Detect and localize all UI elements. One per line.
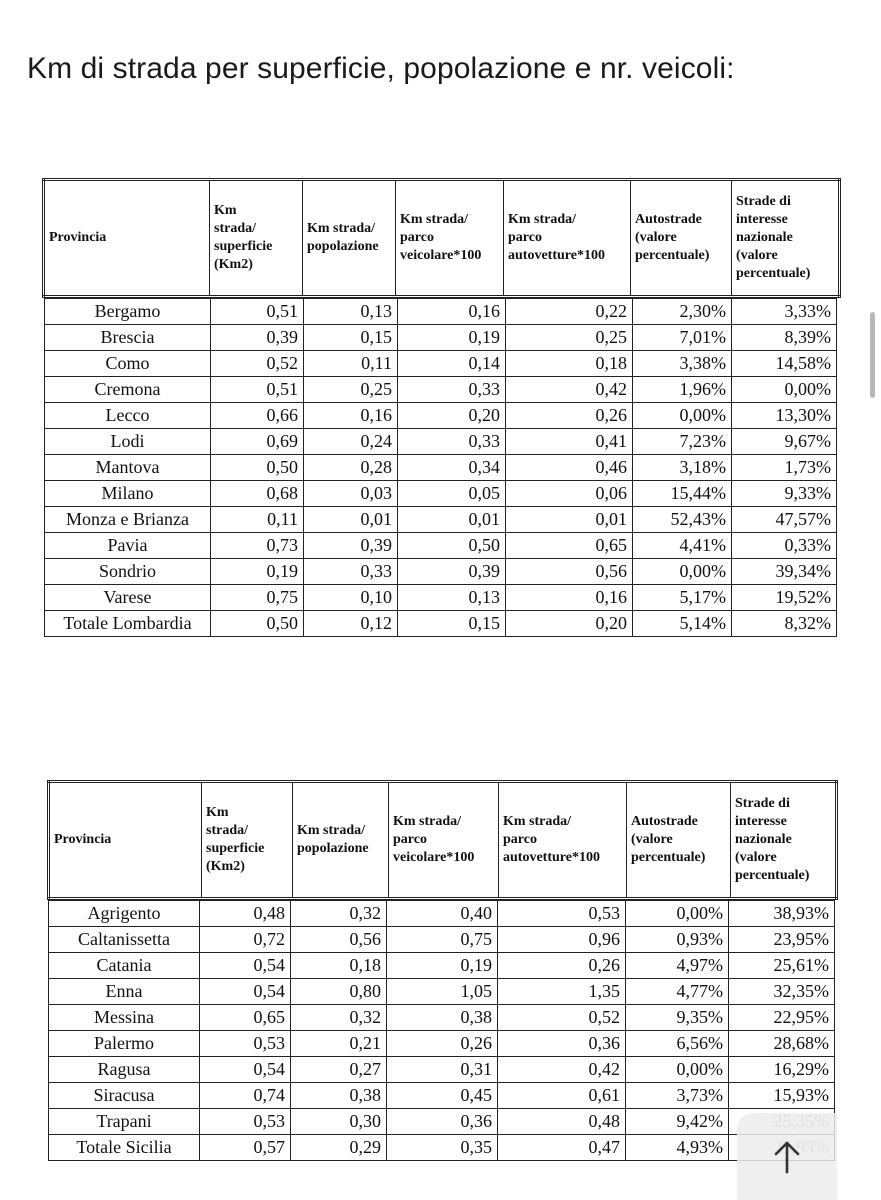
header-strade-nazionali: Strade di interesse nazionale (valore percentuale) [731,782,837,899]
provincia-cell: Pavia [45,533,211,559]
provincia-cell: Monza e Brianza [45,507,211,533]
value-cell: 0,80 [291,979,387,1005]
value-cell: 16,29% [729,1057,835,1083]
value-cell: 4,97% [626,953,729,979]
value-cell: 1,35 [498,979,626,1005]
value-cell: 8,39% [732,325,837,351]
value-cell: 0,26 [498,953,626,979]
table-row [49,1135,835,1161]
value-cell: 0,73 [211,533,304,559]
value-cell: 0,36 [498,1031,626,1057]
table-row [49,953,835,979]
value-cell: 0,20 [398,403,506,429]
table-row [45,351,837,377]
table-row [45,299,837,325]
value-cell: 0,57 [200,1135,291,1161]
provincia-cell: Enna [49,979,200,1005]
lombardia-table [44,298,837,637]
value-cell: 0,10 [304,585,398,611]
value-cell: 0,39 [398,559,506,585]
value-cell: 9,35% [626,1005,729,1031]
value-cell: 0,50 [211,611,304,637]
header-autostrade: Autostrade (valore percentuale) [627,782,731,899]
value-cell: 0,25 [506,325,633,351]
table-row [45,429,837,455]
value-cell: 0,61 [498,1083,626,1109]
value-cell: 1,73% [732,455,837,481]
value-cell: 9,33% [732,481,837,507]
header-km-superficie: Km strada/ superficie (Km2) [210,180,303,297]
value-cell: 0,00% [633,403,732,429]
table-row [45,611,837,637]
sicilia-table-header [47,780,838,900]
value-cell: 0,38 [291,1083,387,1109]
value-cell: 3,33% [732,299,837,325]
value-cell: 14,58% [732,351,837,377]
value-cell: 0,26 [387,1031,498,1057]
value-cell: 32,35% [729,979,835,1005]
table-row [45,325,837,351]
lombardia-table-header [42,178,841,298]
value-cell: 0,29 [291,1135,387,1161]
provincia-cell: Totale Sicilia [49,1135,200,1161]
provincia-cell: Como [45,351,211,377]
value-cell: 22,95% [729,1005,835,1031]
value-cell: 0,68 [211,481,304,507]
value-cell: 0,35 [387,1135,498,1161]
value-cell: 0,28 [304,455,398,481]
provincia-cell: Totale Lombardia [45,611,211,637]
value-cell: 0,69 [211,429,304,455]
value-cell: 0,01 [398,507,506,533]
value-cell: 4,77% [626,979,729,1005]
value-cell: 1,05 [387,979,498,1005]
value-cell: 39,34% [732,559,837,585]
provincia-cell: Lecco [45,403,211,429]
table-row [45,403,837,429]
value-cell: 0,56 [506,559,633,585]
table-row [49,1057,835,1083]
value-cell: 52,43% [633,507,732,533]
table-row [49,1109,835,1135]
value-cell: 0,46 [506,455,633,481]
value-cell: 0,39 [304,533,398,559]
value-cell: 0,50 [211,455,304,481]
value-cell: 0,15 [398,611,506,637]
value-cell: 2,30% [633,299,732,325]
table-row [45,455,837,481]
table-row [45,585,837,611]
value-cell: 0,54 [200,1057,291,1083]
arrow-up-icon [772,1140,802,1174]
value-cell: 0,33 [304,559,398,585]
value-cell: 0,05 [398,481,506,507]
value-cell: 0,19 [398,325,506,351]
provincia-cell: Palermo [49,1031,200,1057]
provincia-cell: Sondrio [45,559,211,585]
value-cell: 0,48 [498,1109,626,1135]
value-cell: 0,33 [398,377,506,403]
value-cell: 0,42 [506,377,633,403]
value-cell: 0,32 [291,1005,387,1031]
value-cell: 0,06 [506,481,633,507]
value-cell: 0,16 [398,299,506,325]
value-cell: 0,54 [200,979,291,1005]
table-row [45,481,837,507]
value-cell: 0,21 [291,1031,387,1057]
value-cell: 8,32% [732,611,837,637]
provincia-cell: Agrigento [49,901,200,927]
value-cell: 0,53 [200,1109,291,1135]
value-cell: 0,00% [626,901,729,927]
value-cell: 0,33 [398,429,506,455]
value-cell: 0,32 [291,901,387,927]
value-cell: 0,01 [506,507,633,533]
table-row [49,927,835,953]
vertical-scrollbar[interactable] [870,312,875,398]
value-cell: 0,01 [304,507,398,533]
value-cell: 0,41 [506,429,633,455]
value-cell: 0,11 [211,507,304,533]
value-cell: 0,15 [304,325,398,351]
value-cell: 0,19 [387,953,498,979]
value-cell: 0,16 [506,585,633,611]
value-cell: 5,14% [633,611,732,637]
header-km-veicolare: Km strada/ parco veicolare*100 [396,180,504,297]
value-cell: 0,16 [304,403,398,429]
value-cell: 0,12 [304,611,398,637]
header-km-veicolare: Km strada/ parco veicolare*100 [389,782,499,899]
value-cell: 4,93% [626,1135,729,1161]
table-row [49,979,835,1005]
value-cell: 0,39 [211,325,304,351]
page-title: Km di strada per superficie, popolazione e nr. veicoli: [27,52,735,85]
value-cell: 0,54 [200,953,291,979]
value-cell: 0,51 [211,377,304,403]
value-cell: 0,18 [291,953,387,979]
value-cell: 0,38 [387,1005,498,1031]
value-cell: 0,74 [200,1083,291,1109]
provincia-cell: Milano [45,481,211,507]
header-autostrade: Autostrade (valore percentuale) [631,180,732,297]
header-km-superficie: Km strada/ superficie (Km2) [202,782,293,899]
value-cell: 0,00% [626,1057,729,1083]
value-cell: 0,66 [211,403,304,429]
provincia-cell: Siracusa [49,1083,200,1109]
value-cell: 0,72 [200,927,291,953]
value-cell: 0,45 [387,1083,498,1109]
table-row [45,533,837,559]
value-cell: 19,52% [732,585,837,611]
value-cell: 5,17% [633,585,732,611]
value-cell: 23,95% [729,927,835,953]
value-cell: 25,61% [729,953,835,979]
value-cell: 9,42% [626,1109,729,1135]
value-cell: 0,48 [200,901,291,927]
table-row [45,507,837,533]
scroll-to-top-button[interactable] [737,1113,837,1200]
table-row [45,377,837,403]
value-cell: 0,93% [626,927,729,953]
provincia-cell: Messina [49,1005,200,1031]
value-cell: 0,00% [732,377,837,403]
value-cell: 3,73% [626,1083,729,1109]
value-cell: 9,67% [732,429,837,455]
value-cell: 0,51 [211,299,304,325]
provincia-cell: Bergamo [45,299,211,325]
value-cell: 0,52 [498,1005,626,1031]
value-cell: 0,22 [506,299,633,325]
value-cell: 0,11 [304,351,398,377]
value-cell: 0,30 [291,1109,387,1135]
value-cell: 0,31 [387,1057,498,1083]
value-cell: 0,00% [633,559,732,585]
sicilia-table [48,900,835,1161]
value-cell: 0,36 [387,1109,498,1135]
value-cell: 0,03 [304,481,398,507]
value-cell: 0,53 [200,1031,291,1057]
value-cell: 6,56% [626,1031,729,1057]
value-cell: 0,25 [304,377,398,403]
table-row [49,1005,835,1031]
value-cell: 0,26 [506,403,633,429]
value-cell: 0,47 [498,1135,626,1161]
value-cell: 3,38% [633,351,732,377]
header-strade-nazionali: Strade di interesse nazionale (valore percentuale) [732,180,840,297]
provincia-cell: Catania [49,953,200,979]
value-cell: 0,13 [304,299,398,325]
header-km-autovetture: Km strada/ parco autovetture*100 [499,782,627,899]
value-cell: 0,18 [506,351,633,377]
table-row [49,1083,835,1109]
header-km-autovetture: Km strada/ parco autovetture*100 [504,180,631,297]
value-cell: 0,53 [498,901,626,927]
value-cell: 0,96 [498,927,626,953]
value-cell: 0,75 [387,927,498,953]
value-cell: 0,65 [200,1005,291,1031]
provincia-cell: Lodi [45,429,211,455]
provincia-cell: Varese [45,585,211,611]
value-cell: 0,42 [498,1057,626,1083]
value-cell: 28,68% [729,1031,835,1057]
value-cell: 7,23% [633,429,732,455]
value-cell: 0,27 [291,1057,387,1083]
value-cell: 0,75 [211,585,304,611]
value-cell: 0,19 [211,559,304,585]
value-cell: 0,24 [304,429,398,455]
value-cell: 0,40 [387,901,498,927]
value-cell: 0,13 [398,585,506,611]
table-row [49,901,835,927]
value-cell: 0,50 [398,533,506,559]
value-cell: 0,34 [398,455,506,481]
value-cell: 4,41% [633,533,732,559]
value-cell: 38,93% [729,901,835,927]
value-cell: 0,33% [732,533,837,559]
value-cell: 0,20 [506,611,633,637]
value-cell: 13,30% [732,403,837,429]
value-cell: 0,14 [398,351,506,377]
provincia-cell: Trapani [49,1109,200,1135]
value-cell: 3,18% [633,455,732,481]
value-cell: 1,96% [633,377,732,403]
value-cell: 0,56 [291,927,387,953]
value-cell: 15,44% [633,481,732,507]
provincia-cell: Mantova [45,455,211,481]
table-row [49,1031,835,1057]
header-km-popolazione: Km strada/ popolazione [303,180,396,297]
provincia-cell: Caltanissetta [49,927,200,953]
value-cell: 15,93% [729,1083,835,1109]
table-row [45,559,837,585]
header-provincia: Provincia [44,180,210,297]
provincia-cell: Cremona [45,377,211,403]
header-provincia: Provincia [49,782,202,899]
value-cell: 0,65 [506,533,633,559]
value-cell: 47,57% [732,507,837,533]
provincia-cell: Ragusa [49,1057,200,1083]
header-km-popolazione: Km strada/ popolazione [293,782,389,899]
provincia-cell: Brescia [45,325,211,351]
value-cell: 0,52 [211,351,304,377]
value-cell: 7,01% [633,325,732,351]
